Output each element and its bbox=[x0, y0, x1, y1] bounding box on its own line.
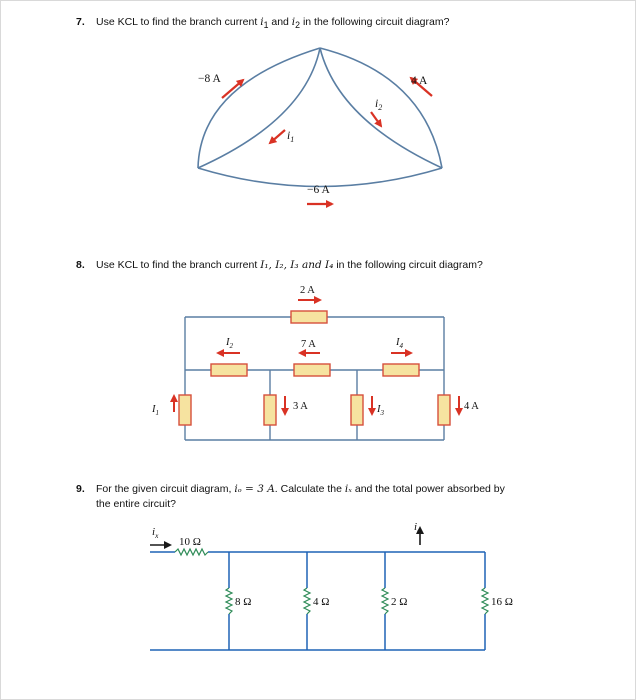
resistor-2ohm bbox=[382, 588, 388, 614]
label-3A: 3 A bbox=[293, 401, 308, 412]
q8-circuit bbox=[185, 317, 444, 440]
label-io: $i_o$ bbox=[414, 521, 421, 535]
q7-circuit bbox=[198, 48, 442, 187]
resistor-8ohm bbox=[226, 588, 232, 614]
label-I1: $I_1$ bbox=[152, 404, 159, 417]
question-9: 9. For the given circuit diagram, iₒ = 3 A. Calculate the iₓ and the total power absorbed by the entire circuit? bbox=[76, 483, 505, 510]
arrow-i1 bbox=[270, 130, 285, 143]
arrow-i2 bbox=[371, 112, 381, 126]
q7-wire-left bbox=[198, 48, 320, 168]
label-4ohm: 4 Ω bbox=[313, 596, 330, 608]
label-2A: 2 A bbox=[300, 285, 315, 296]
label-4A: 4 A bbox=[411, 75, 428, 87]
q9-resistors bbox=[175, 549, 488, 614]
label-10ohm: 10 Ω bbox=[179, 536, 201, 548]
q7-wire-inner-left bbox=[198, 48, 320, 168]
label-I2: $I_2$ bbox=[226, 337, 233, 350]
label-7A: 7 A bbox=[301, 339, 316, 350]
question-number: 7. bbox=[76, 16, 85, 28]
label-8ohm: 8 Ω bbox=[235, 596, 252, 608]
label-4A-branch: 4 A bbox=[464, 401, 479, 412]
label-I4: $I_4$ bbox=[396, 337, 403, 350]
label-i1: $i_1$ bbox=[287, 130, 295, 144]
label-16ohm: 16 Ω bbox=[491, 596, 513, 608]
label-ix: $i_x$ bbox=[152, 526, 159, 540]
label-i2: $i_2$ bbox=[375, 98, 383, 112]
resistor-10ohm bbox=[175, 549, 208, 555]
question-number: 8. bbox=[76, 259, 85, 271]
arrow-minus8A bbox=[222, 80, 243, 98]
question-7: 7. Use KCL to find the branch current $i_1$ and $i_2$ in the following circuit diagram? bbox=[76, 16, 450, 31]
label-I3: $I_3$ bbox=[377, 404, 384, 417]
resistor-16ohm bbox=[482, 588, 488, 614]
label-minus8A: −8 A bbox=[198, 73, 221, 85]
question-8: 8. Use KCL to find the branch current I₁, I₂, I₃ and I₄ in the following circuit diagram? bbox=[76, 259, 483, 271]
resistor-4ohm bbox=[304, 588, 310, 614]
question-number: 9. bbox=[76, 483, 85, 495]
label-2ohm: 2 Ω bbox=[391, 596, 408, 608]
q8-resistors bbox=[179, 311, 450, 425]
label-minus6A: −6 A bbox=[307, 184, 330, 196]
